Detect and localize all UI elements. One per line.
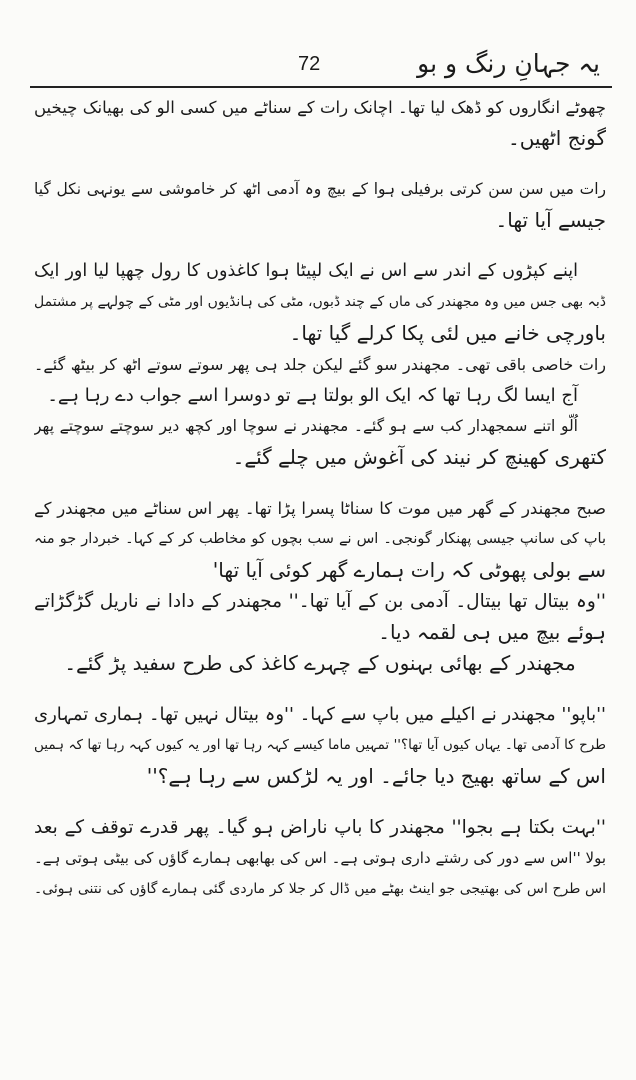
text-line: ''وہ بیتال تھا بیتال۔ آدمی بن کے آیا تھا۔'' مجھندر کے دادا نے ناریل گڑگڑاتے — [34, 591, 606, 612]
text-line: اس طرح اس کی بھتیجی جو اینٹ بھٹے میں ڈال کر جلا کر ماردی گئی ہمارے گاؤں کی نتنی ہوئی۔ — [34, 881, 606, 897]
text-line: آج ایسا لگ رہا تھا کہ ایک الو بولتا ہے تو دوسرا اسے جواب دے رہا ہے۔ — [47, 385, 578, 406]
text-line: چھوٹے انگاروں کو ڈھک لیا تھا۔ اچانک رات کے سناٹے میں کسی الو کی بھیانک چیخیں — [34, 98, 606, 117]
text-line: بولا ''اس سے دور کی رشتے داری ہوتی ہے۔ اس کی بھابھی ہمارے گاؤں کی بیٹی ہوتی ہے۔ — [34, 849, 606, 867]
page-number: 72 — [298, 53, 321, 75]
text-line: کتھری کھینچ کر نیند کی آغوش میں چلے گئے۔ — [232, 445, 606, 469]
text-line: ''بہت بکتا ہے بجوا'' مجھندر کا باپ ناراض ہو گیا۔ پھر قدرے توقف کے بعد — [34, 817, 606, 838]
text-line: طرح کا آدمی تھا۔ یہاں کیوں آیا تھا؟'' تمہیں ماما کیسے کہہ رہا تھا اور یہ کیوں کہہ رہا تھا کہ ہمیں — [34, 737, 606, 753]
text-line: صبح مجھندر کے گھر میں موت کا سناٹا پسرا پڑا تھا۔ پھر اس سناٹے میں مجھندر کے — [34, 499, 606, 518]
body-text — [34, 92, 606, 905]
header-rule — [30, 86, 612, 88]
text-line: مجھندر کے بھائی بہنوں کے چہرے کاغذ کی طرح سفید پڑ گئے۔ — [64, 651, 576, 675]
text-line: باورچی خانے میں لئی پکا کرلے گیا تھا۔ — [289, 321, 606, 345]
page-header — [0, 44, 636, 84]
text-line: گونج اٹھیں۔ — [507, 126, 606, 150]
text-line: سے بولی پھوٹی کہ رات ہمارے گھر کوئی آیا تھا' — [212, 558, 606, 582]
text-line: ہوئے بیچ میں ہی لقمہ دیا۔ — [378, 620, 606, 644]
text-line: اپنے کپڑوں کے اندر سے اس نے ایک لپیٹا ہوا کاغذوں کا رول چھپا لیا اور ایک — [34, 261, 578, 281]
text-line: رات خاصی باقی تھی۔ مجھندر سو گئے لیکن جلد ہی پھر سوتے سوتے اٹھ کر بیٹھ گئے۔ — [34, 355, 606, 374]
text-line: جیسے آیا تھا۔ — [495, 208, 606, 232]
text-line: باپ کی سانپ جیسی پھنکار گونجی۔ اس نے سب بچوں کو مخاطب کر کے کہا۔ خبردار جو منہ — [34, 531, 606, 547]
book-title: یہ جہانِ رنگ و بو — [417, 49, 600, 78]
text-line: رات میں سن سن کرتی برفیلی ہوا کے بیچ وہ آدمی اٹھ کر خاموشی سے یونہی نکل گیا — [34, 180, 606, 198]
text-line: اُلّو اتنے سمجھدار کب سے ہو گئے۔ مجھندر نے سوچا اور کچھ دیر سوچتے سوچتے پھر — [34, 417, 578, 435]
text-line: ڈبہ بھی جس میں وہ مجھندر کی ماں کے چند ڈبوں، مٹی کی ہانڈیوں اور مٹی کے چولہے پر مشتمل — [34, 294, 606, 310]
text-line: ''باپو'' مجھندر نے اکیلے میں باپ سے کہا۔ ''وہ بیتال نہیں تھا۔ ہماری تمہاری — [34, 704, 606, 725]
text-line: اس کے ساتھ بھیج دیا جائے۔ اور یہ لڑکس سے رہا ہے؟'' — [146, 764, 606, 788]
